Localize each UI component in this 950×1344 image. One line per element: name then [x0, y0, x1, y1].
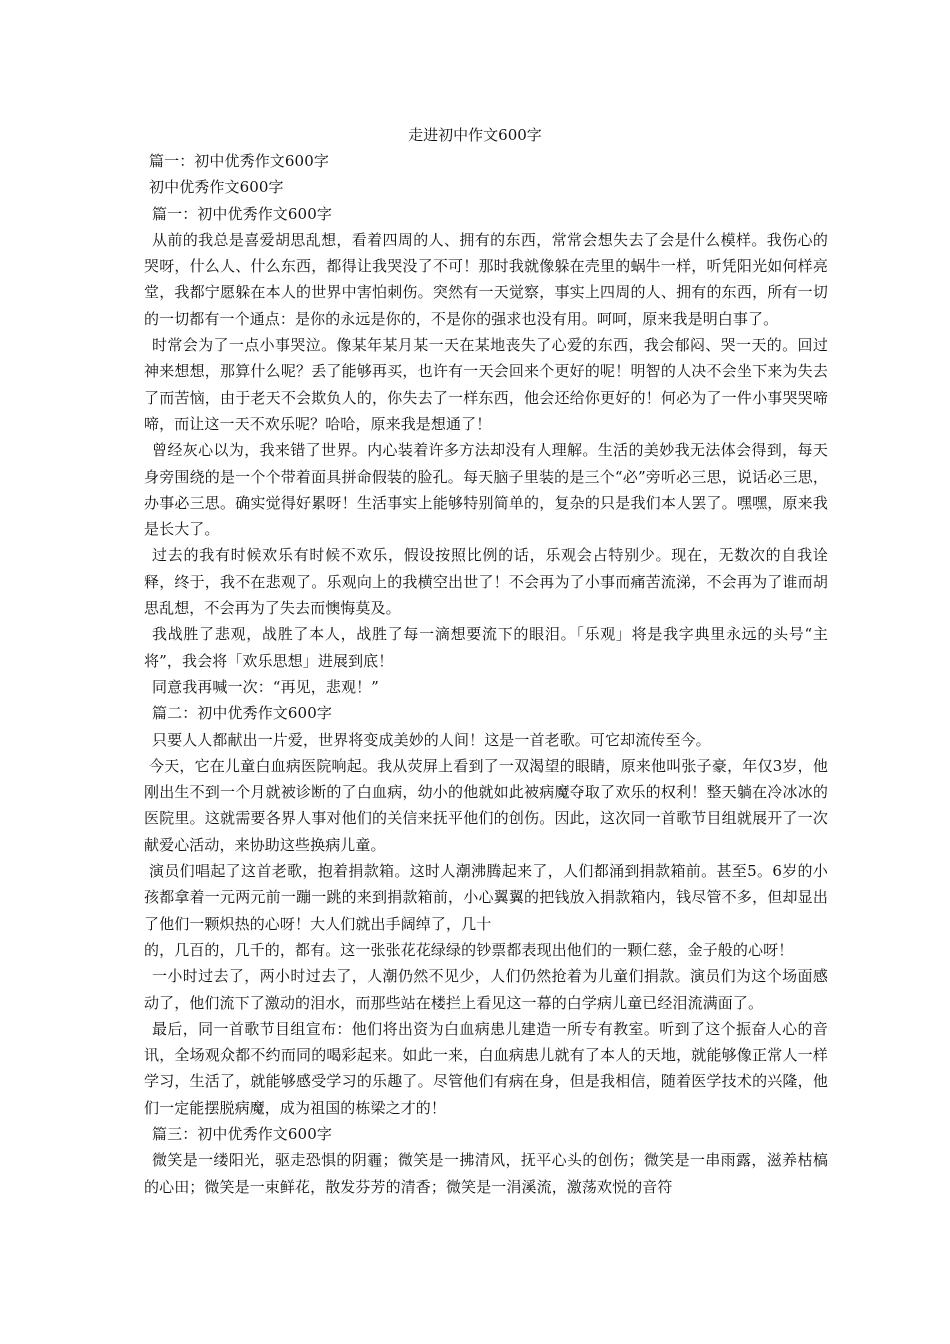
subtitle: 初中优秀作文600字 — [149, 178, 284, 197]
section-heading: 篇一：初中优秀作文600字 — [149, 152, 329, 170]
paragraph: 过去的我有时候欢乐有时候不欢乐，假设按照比例的话，乐观会占特别少。现在，无数次的自我诠释，终于，我不在悲观了。乐观向上的我横空出世了！不会再为了小事而痛苦流涕，不会再为了谁而胡思乱想，不会再为了失去而懊悔莫及。 — [144, 546, 828, 618]
paragraph: 最后，同一首歌节目组宣布：他们将出资为白血病患儿建造一所专有教室。听到了这个振奋人心的音讯，全场观众都不约而同的喝彩起来。如此一来，白血病患儿就有了本人的天地，就能够像正常人一样学习，生活了，就能够感受学习的乐趣了。尽管他们有病在身，但是我相信，随着医学技术的兴隆，他们一定能摆脱病魔，成为祖国的栋梁之才的！ — [144, 1019, 828, 1117]
document-body — [144, 148, 828, 1200]
paragraph: 一小时过去了，两小时过去了，人潮仍然不见少，人们仍然抢着为儿童们捐款。演员们为这个场面感动了，他们流下了激动的泪水，而那些站在楼拦上看见这一幕的白学病儿童已经泪流满面了。 — [144, 967, 828, 1012]
paragraph: 从前的我总是喜爱胡思乱想，看着四周的人、拥有的东西，常常会想失去了会是什么模样。我伤心的哭呀，什么人、什么东西，都得让我哭没了不可！那时我就像躲在壳里的蜗牛一样，听凭阳光如何样亮堂，我都宁愿躲在本人的世界中害怕刺伤。突然有一天觉察，事实上四周的人、拥有的东西，所有一切的一切都有一个通点：是你的永远是你的，不是你的强求也没有用。呵呵，原来我是明白事了。 — [144, 230, 828, 328]
paragraph: 今天，它在儿童白血病医院响起。我从荧屏上看到了一双渴望的眼睛，原来他叫张子豪，年仅3岁，他刚出生不到一个月就被诊断的了白血病，幼小的他就如此被病魔夺取了欢乐的权利！整天躺在冷冰冰的医院里。这就需要各界人事对他们的关信来抚平他们的创伤。因此，这次同一首歌节目组就展开了一次献爱心活动，来协助这些换病儿童。 — [144, 756, 828, 854]
paragraph: 演员们唱起了这首老歌，抱着捐款箱。这时人潮沸腾起来了，人们都涌到捐款箱前。甚至5。6岁的小孩都拿着一元两元前一蹦一跳的来到捐款箱前，小心翼翼的把钱放入捐款箱内，钱尽管不多，但却显出了他们一颗炽热的心呀！大人们就出手阔绰了，几十 — [144, 862, 828, 933]
section-heading: 篇一：初中优秀作文600字 — [152, 204, 332, 223]
paragraph: 时常会为了一点小事哭泣。像某年某月某一天在某地丧失了心爱的东西，我会郁闷、哭一天的。回过神来想想，那算什么呢？丢了能够再买，也许有一天会回来个更好的呢！明智的人决不会坐下来为失去了而苦恼，由于老天不会欺负人的，你失去了一样东西，他会还给你更好的！何必为了一件小事哭哭啼啼，而让这一天不欢乐呢？哈哈，原来我是想通了！ — [144, 336, 828, 433]
paragraph: 微笑是一缕阳光，驱走恐惧的阴霾；微笑是一拂清风，抚平心头的创伤；微笑是一串雨露，滋养枯槁的心田；微笑是一束鲜花，散发芬芳的清香；微笑是一涓溪流，激荡欢悦的音符 — [144, 1151, 828, 1196]
section-heading: 篇二：初中优秀作文600字 — [152, 704, 332, 723]
paragraph: 我战胜了悲观，战胜了本人，战胜了每一滴想要流下的眼泪。「乐观」将是我字典里永远的头号“主将”，我会将「欢乐思想」进展到底！ — [144, 625, 828, 670]
paragraph: 只要人人都献出一片爱，世界将变成美妙的人间！这是一首老歌。可它却流传至今。 — [152, 730, 711, 749]
paragraph: 的，几百的，几千的，都有。这一张张花花绿绿的钞票都表现出他们的一颗仁慈，金子般的心呀！ — [144, 940, 794, 959]
paragraph: 同意我再喊一次：“再见，悲观！” — [152, 677, 379, 696]
document-title: 走进初中作文600字 — [408, 126, 542, 144]
paragraph: 曾经灰心以为，我来错了世界。内心装着许多方法却没有人理解。生活的美妙我无法体会得到，每天身旁围绕的是一个个带着面具拼命假装的脸孔。每天脑子里装的是三个“必”旁听必三思，说话必三思，办事必三思。确实觉得好累呀！生活事实上能够特别简单的，复杂的只是我们本人罢了。嘿嘿，原来我是长大了。 — [144, 441, 828, 539]
section-heading: 篇三：初中优秀作文600字 — [152, 1124, 332, 1143]
